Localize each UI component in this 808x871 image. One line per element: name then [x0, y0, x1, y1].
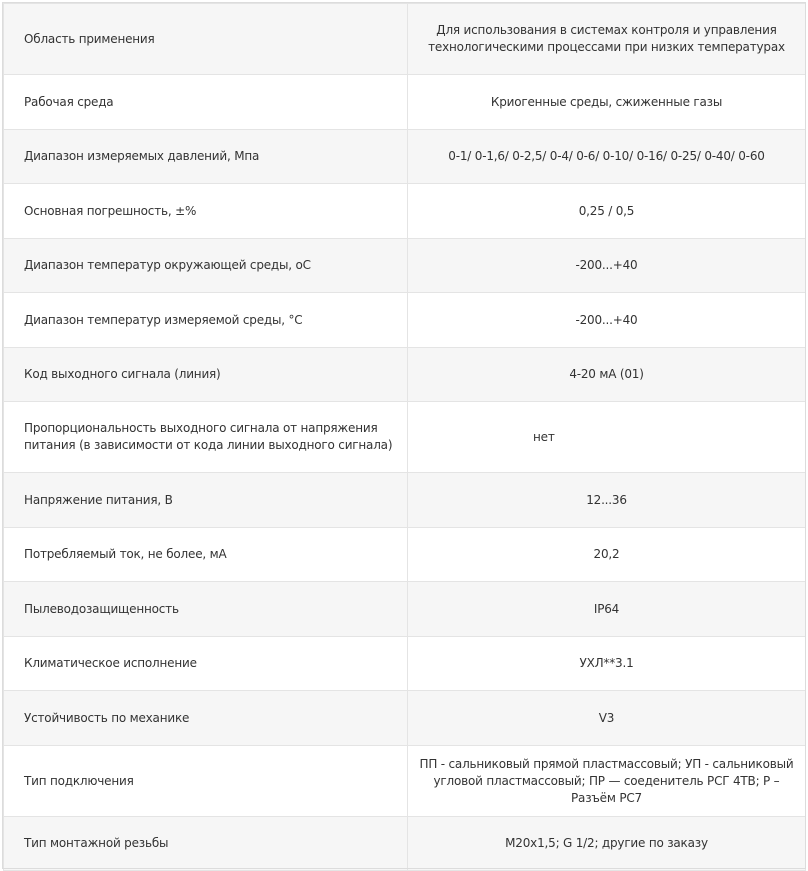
table-row	[4, 528, 806, 582]
specifications-table	[3, 3, 806, 871]
param-label: Диапазон температур окружающей среды, oС	[4, 239, 408, 293]
param-label: Тип подключения	[4, 746, 408, 817]
param-value: -200...+40	[408, 239, 806, 293]
table-row	[4, 184, 806, 239]
param-label: Код выходного сигнала (линия)	[4, 348, 408, 402]
table-row	[4, 130, 806, 184]
param-value: 20,2	[408, 528, 806, 582]
table-row	[4, 817, 806, 871]
param-label: Потребляемый ток, не более, мА	[4, 528, 408, 582]
table-row	[4, 293, 806, 348]
table-row	[4, 637, 806, 691]
table-row	[4, 239, 806, 293]
table-row	[4, 4, 806, 75]
param-label: Основная погрешность, ±%	[4, 184, 408, 239]
table-row	[4, 691, 806, 746]
param-label: Устойчивость по механике	[4, 691, 408, 746]
param-value: IP64	[408, 582, 806, 637]
param-value: 0,25 / 0,5	[408, 184, 806, 239]
param-label: Рабочая среда	[4, 75, 408, 130]
table-row	[4, 746, 806, 817]
table-row	[4, 348, 806, 402]
param-value: М20х1,5; G 1/2; другие по заказу	[408, 817, 806, 871]
param-value: 12...36	[408, 473, 806, 528]
param-value: 0-1/ 0-1,6/ 0-2,5/ 0-4/ 0-6/ 0-10/ 0-16/ 0-25/ 0-40/ 0-60	[408, 130, 806, 184]
param-value: нет	[408, 402, 806, 473]
param-label: Область применения	[4, 4, 408, 75]
param-label: Пылеводозащищенность	[4, 582, 408, 637]
param-value: УХЛ**3.1	[408, 637, 806, 691]
param-label: Пропорциональность выходного сигнала от напряжения питания (в зависимости от кода линии выходного сигнала)	[4, 402, 408, 473]
param-value: Для использования в системах контроля и управления технологическими процессами при низких температурах	[408, 4, 806, 75]
table-row	[4, 75, 806, 130]
param-value: ПП - сальниковый прямой пластмассовый; УП - сальниковый угловой пластмассовый; ПР — соеденитель РСГ 4ТВ; Р – Разъём РС7	[408, 746, 806, 817]
param-label: Диапазон измеряемых давлений, Мпа	[4, 130, 408, 184]
param-label: Напряжение питания, В	[4, 473, 408, 528]
table-row	[4, 582, 806, 637]
param-label: Диапазон температур измеряемой среды, °С	[4, 293, 408, 348]
table-row	[4, 402, 806, 473]
param-value: V3	[408, 691, 806, 746]
param-value: 4-20 мА (01)	[408, 348, 806, 402]
param-label: Климатическое исполнение	[4, 637, 408, 691]
param-label: Тип монтажной резьбы	[4, 817, 408, 871]
param-value: -200...+40	[408, 293, 806, 348]
param-value: Криогенные среды, сжиженные газы	[408, 75, 806, 130]
table-row	[4, 473, 806, 528]
